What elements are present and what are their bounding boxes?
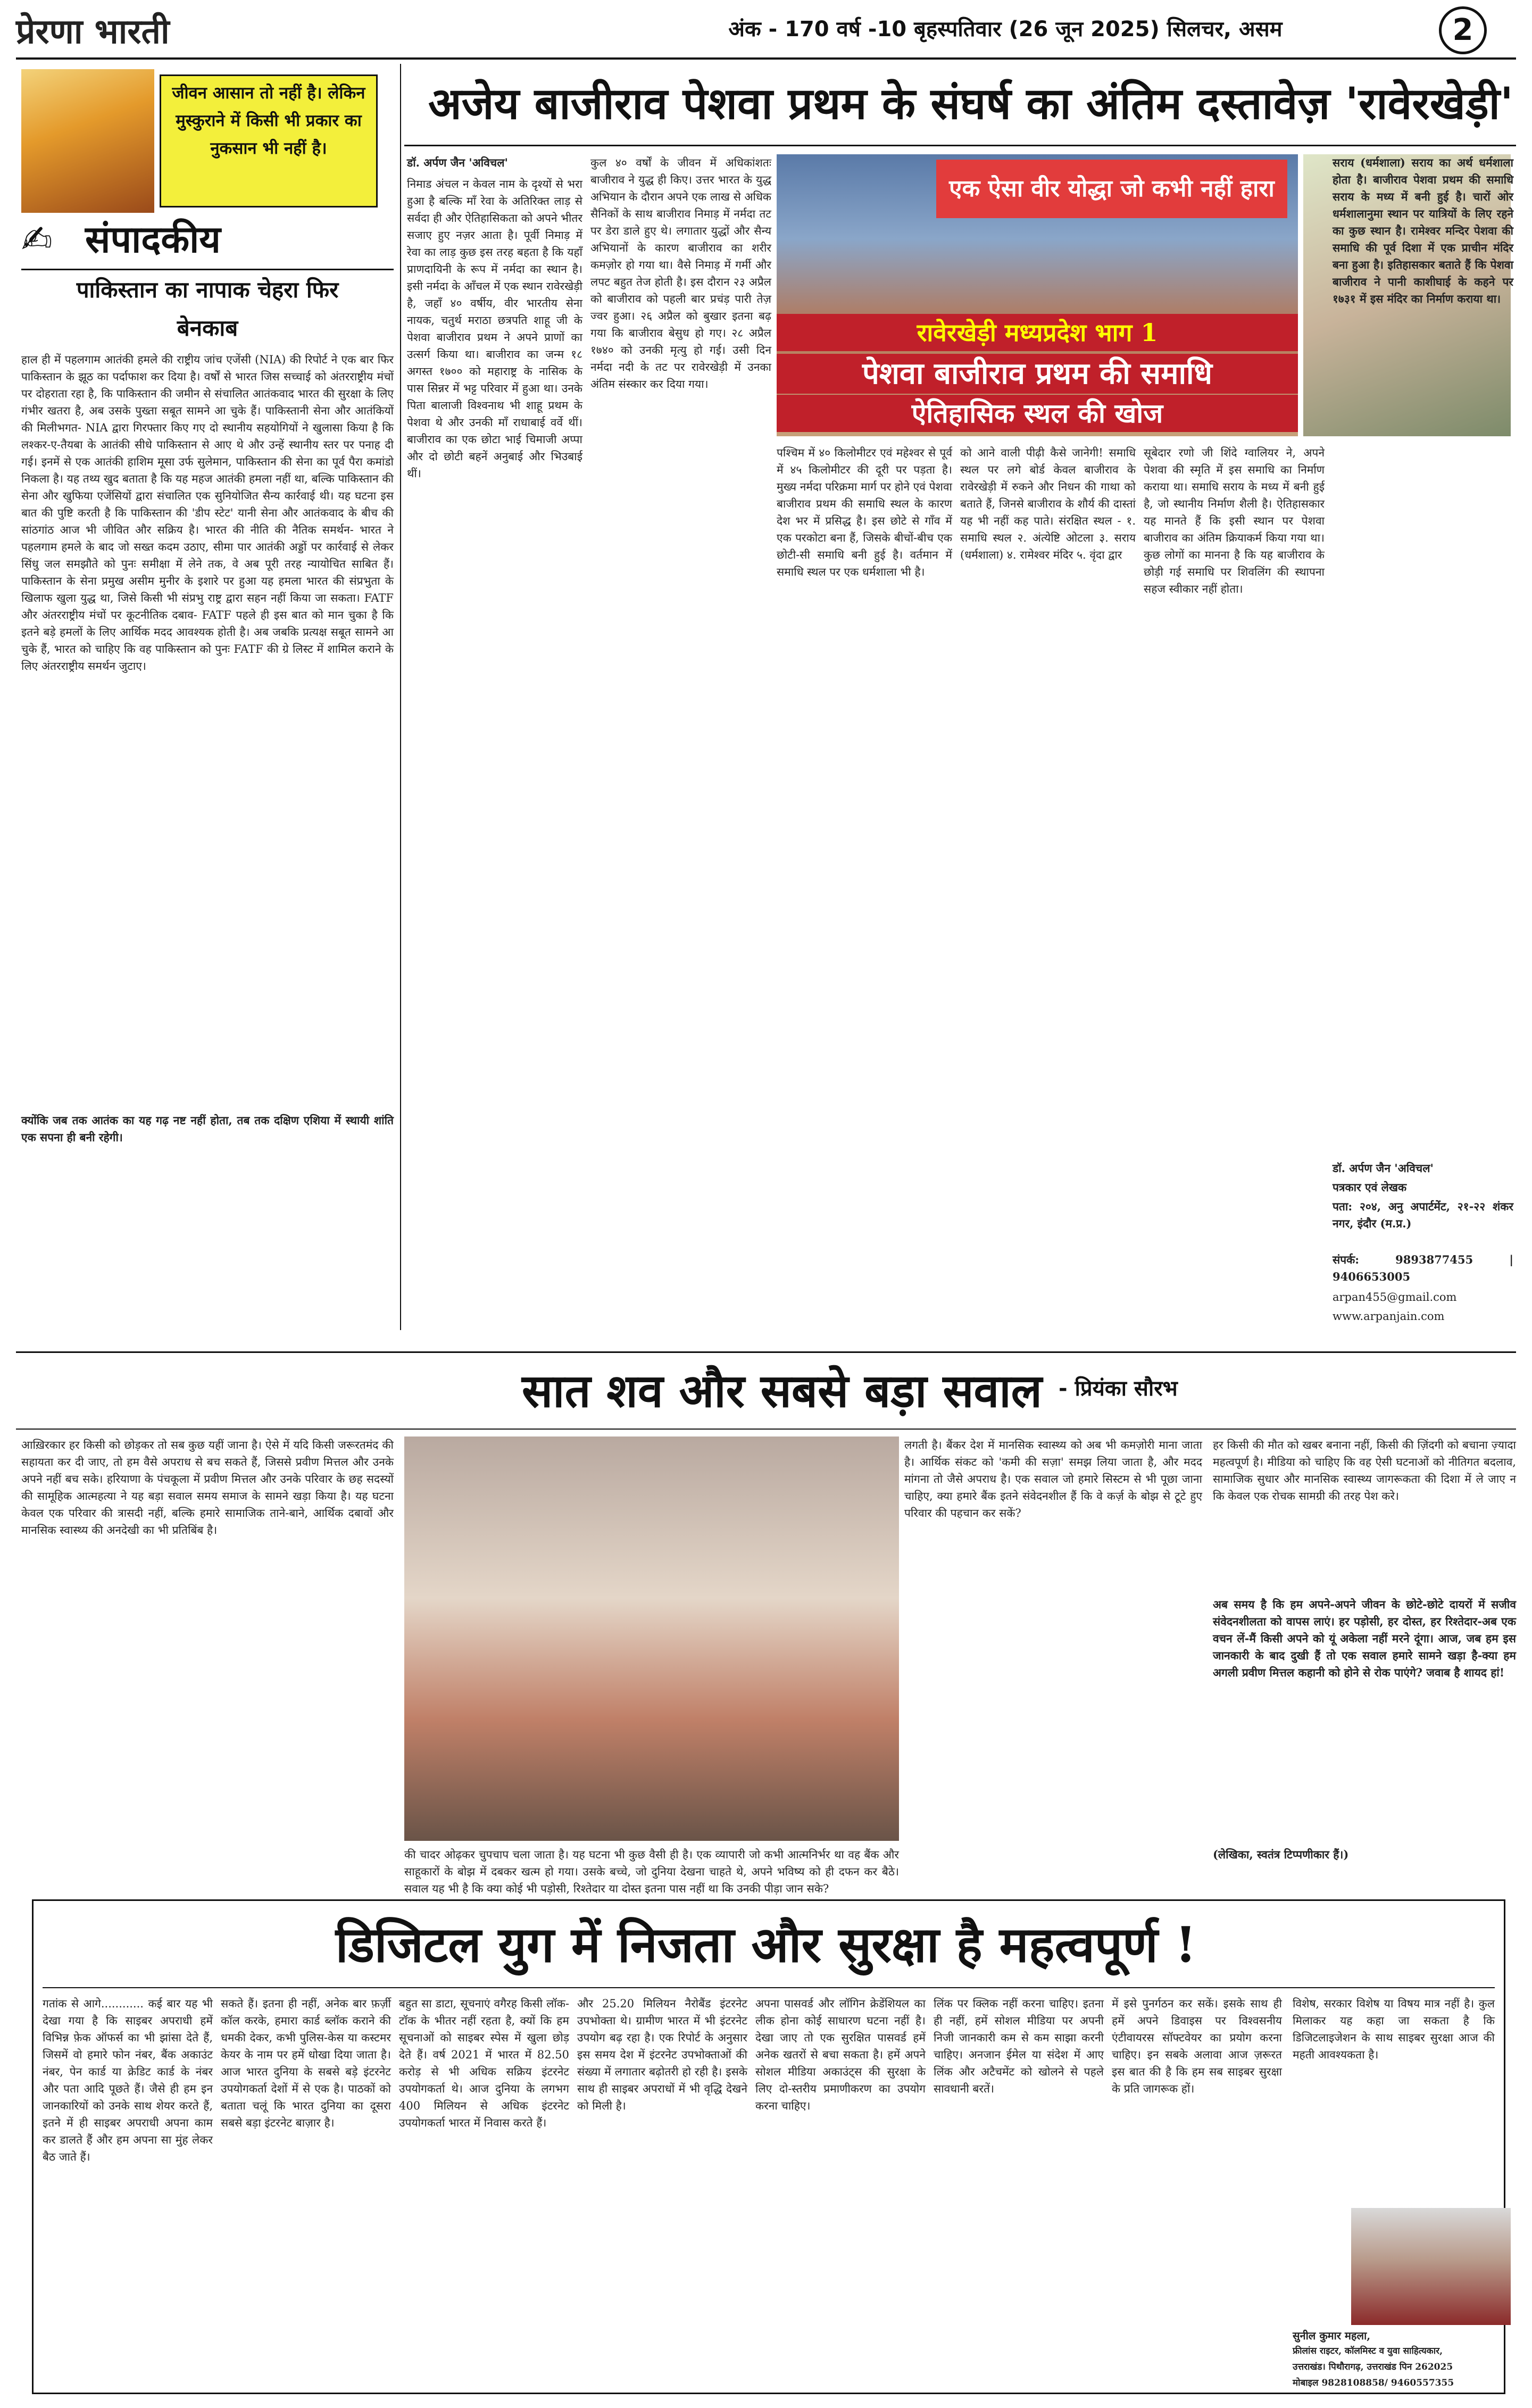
- family-photo: [404, 1437, 899, 1841]
- story1-headline: अजेय बाजीराव पेशवा प्रथम के संघर्ष का अंतिम दस्तावेज़ 'रावेरखेड़ी': [428, 78, 1514, 129]
- quote-box: जीवन आसान तो नहीं है। लेकिन मुस्कुराने में किसी भी प्रकार का नुकसान भी नहीं है।: [160, 74, 378, 207]
- editorial-body: हाल ही में पहलगाम आतंकी हमले की राष्ट्रीय जांच एजेंसी (NIA) की रिपोर्ट ने एक बार फिर पाकिस्तान के झूठ का पर्दाफाश कर दिया है। वर्षों से भारत जिस सच्चाई को अंतरराष्ट्रीय मंचों पर दोहराता रहा है, कि पाकिस्तान की जमीन से संचालित आतंकवाद भारत की सुरक्षा के लिए गंभीर खतरा है, अब उसके पुख्ता सबूत सामने आ चुके हैं। पाकिस्तानी सेना और आतंकियों की मिलीभगत- NIA द्वारा गिरफ्तार किए गए दो स्थानीय सहयोगियों ने खुलासा किया है कि लश्कर-ए-तैयबा के आतंकी सीधे पाकिस्तान से आए थे और उन्हें स्थानीय स्तर पर पनाह दी गई। इनमें से एक आतंकी हाशिम मूसा उर्फ सुलेमान, पाकिस्तान की सेना का पूर्व पैरा कमांडो निकला है। यह तथ्य खुद बताता है कि यह महज आतंकी हमला नहीं था, बल्कि पाकिस्तान की सेना और खुफिया एजेंसियों द्वारा संचालित एक सुनियोजित सैन्य कार्रवाई थी। यह घटना इस बात की पुष्टि करती है कि पाकिस्तान की 'डीप स्टेट' यानी सेना और आतंकवाद के बीच की सांठगांठ आज भी जीवित और सक्रिय है। भारत की नीति की नैतिक समर्थन- भारत ने पहलगाम हमले के बाद जो सख्त कदम उठाए, सीमा पार आतंकी अड्डों पर कार्रवाई से लेकर सिंधु जल समझौते को पुनः समीक्षा में लेने तक, वे अब पूरी तरह न्यायोचित साबित हैं। पाकिस्तान के सेना प्रमुख असीम मुनीर के इशारे पर हुआ यह हमला भारत की संप्रभुता के खिलाफ खुला युद्ध था, जिसे किसी भी संप्रभु राष्ट्र द्वारा सहन नहीं किया जा सकता। FATF और अंतरराष्ट्रीय मंचों पर कूटनीतिक दबाव- FATF पहले ही इस बात को मान चुका है कि इतने बड़े हमलों के लिए आर्थिक मदद आवश्यक होती है। अब जबकि प्रत्यक्ष सबूत सामने आ चुके हैं, भारत को चाहिए कि वह पाकिस्तान को पुनः FATF की ग्रे लिस्ट में शामिल कराने के लिए अंतरराष्ट्रीय समर्थन जुटाए।: [21, 353, 394, 672]
- story1-col2: कुल ४० वर्षों के जीवन में अधिकांशतः बाजीराव ने युद्ध ही किए। उत्तर भारत के युद्ध अभियान के दौरान अपने एक लाख से अधिक सैनिकों के साथ बाजीराव निमाड़ में नर्मदा तट पर डेरा डाले हुए थे। लगातार युद्धों और सैन्य अभियानों के कारण बाजीराव का शरीर कमज़ोर हो गया था। वैसे निमाड़ में गर्मी और लपट बहुत तेज होती है। इस दौरान २३ अप्रैल को बाजीराव को पहली बार प्रचंड़ पारी तेज़ ज्वर हुआ। २६ अप्रैल को बुखार इतना बढ़ गया कि बाजीराव बेसुध हो गए। २८ अप्रैल १७४० को उनकी मृत्यु हो गई। उसी दिन नर्मदा नदी के तट पर रावेरखेड़ी में उनका अंतिम संस्कार कर दिया गया।: [590, 156, 771, 391]
- story2-top-rule: [16, 1351, 1516, 1353]
- story2-col1: आख़िरकार हर किसी को छोड़कर तो सब कुछ यहीं जाना है। ऐसे में यदि किसी जरूरतमंद की सहायता कर दी जाए, तो हम वैसे अपराध से बच सकते हैं, जिससे प्रवीण मित्तल और उनके अपने नहीं बच सके। हरियाणा के पंचकूला में प्रवीण मित्तल और उनके परिवार के छह सदस्यों की सामूहिक आत्महत्या ने यह बड़ा सवाल समय समाज के सामने खड़ा किया है। यह घटना केवल एक परिवार की त्रासदी नहीं, बल्कि हमारे सामाजिक ताने-बाने, आर्थिक दबावों और मानसिक स्वास्थ्य की अनदेखी का भी प्रतिबिंब है।: [21, 1439, 394, 1537]
- story3-headline: डिजिटल युग में निजता और सुरक्षा है महत्वपूर्ण !: [335, 1916, 1197, 1973]
- story2-col2: की चादर ओढ़कर चुपचाप चला जाता है। यह घटना भी कुछ वैसी ही है। एक व्यापारी जो कभी आत्मनिर्भर था वह बैंक और साहूकारों के बोझ में दबकर खत्म हो गया। उसके बच्चे, जो दुनिया देखना चाहते थे, अपने भविष्य को ही दफन कर बैठे। सवाल यह भी है कि क्या कोई भी पड़ोसी, रिश्तेदार या दोस्त इतना पास नहीं था कि उनकी पीड़ा जान सके?: [404, 1848, 899, 1895]
- story2-headline-rule: [16, 1429, 1516, 1430]
- story3-col2: सकते हैं। इतना ही नहीं, अनेक बार फ़र्ज़ी कॉल करके, हमारा कार्ड ब्लॉक कराने की धमकी देकर, कभी पुलिस-केस या कस्टमर केयर के नाम पर हमें धोखा दिया जाता है। आज भारत दुनिया के सबसे बड़े इंटरनेट उपयोगकर्ता देशों में से एक है। पाठकों को बताता चलूं कि भारत दुनिया का दूसरा सबसे बड़ा इंटरनेट बाज़ार है।: [221, 1997, 391, 2129]
- story2-byline: - प्रियंका सौरभ: [1059, 1376, 1178, 1401]
- author-name: सुनील कुमार महला,: [1293, 2329, 1371, 2342]
- author-mobile: मोबाइल 9828108858/ 9460557355: [1293, 2378, 1454, 2388]
- bio-name: डॉ. अर्पण जैन 'अविचल': [1333, 1161, 1434, 1175]
- author-place: उत्तराखंड। पिथौरागढ़, उत्तराखंड पिन 262025: [1293, 2362, 1453, 2372]
- bio-web: www.arpanjain.com: [1333, 1310, 1445, 1323]
- story3-col7: में इसे पुनर्गठन कर सकें। इसके साथ ही हमें अपने डिवाइस पर विश्वसनीय एंटीवायरस सॉफ्टवेयर का प्रयोग करना चाहिए। इन सबके अलावा आज ज़रूरत इस बात की है कि हम सब साइबर सुरक्षा के प्रति जागरूक हों।: [1112, 1997, 1282, 2095]
- editorial-conclusion: क्योंकि जब तक आतंक का यह गढ़ नष्ट नहीं होता, तब तक दक्षिण एशिया में स्थायी शांति एक सपना ही बनी रहेगी।: [21, 1114, 394, 1144]
- headline-rule: [404, 145, 1516, 146]
- editorial-title-line1: पाकिस्तान का नापाक चेहरा फिर: [76, 277, 339, 303]
- krishna-image: [21, 69, 154, 213]
- bio-role: पत्रकार एवं लेखक: [1333, 1181, 1407, 1194]
- story1-col3: पश्चिम में ४० किलोमीटर एवं महेश्वर से पूर्व में ४५ किलोमीटर की दूरी पर पड़ता है। मुख्य नर्मदा परिक्रमा मार्ग पर होने एवं पेशवा बाजीराव प्रथम की समाधि स्थल के कारण देश भर में प्रसिद्ध है। इस छोटे से गाँव में एक परकोटा बना हैं, जिसके बीचों-बीच एक छोटी-सी समाधि बनी हुई है। वर्तमान में समाधि स्थल पर एक धर्मशाला भी है।: [777, 446, 952, 578]
- masthead-rule: [16, 57, 1516, 60]
- pen-icon: ✍: [21, 218, 53, 261]
- story1-col5: सूबेदार रणो जी शिंदे ग्वालियर ने, अपने पेशवा की स्मृति में इस समाधि का निर्माण कराया था। समाधि सराय के मध्य में बनी हुई है, जो स्थानीय निर्माण शैली है। ऐतिहासकार यह मानते हैं कि इसी स्थान पर पेशवा बाजीराव का अंतिम क्रियाकर्म किया गया था। कुछ लोगों का मानना है कि यह बाजीराव के छोड़ी गई समाधि पर शिवलिंग की स्थापना सहज स्वीकार नहीं होता।: [1144, 446, 1325, 595]
- story3-col3: बहुत सा डाटा, सूचनाएं वगैरह किसी लॉक-टॉक के भीतर नहीं रहता है, क्यों कि हम सूचनाओं को साइबर स्पेस में खुला छोड़ देते हैं। वर्ष 2021 में भारत में 82.50 करोड़ से भी अधिक सक्रिय इंटरनेट उपयोगकर्ता थे। आज दुनिया के लगभग 400 मिलियन से अधिक इंटरनेट उपयोगकर्ता भारत में निवास करते हैं।: [399, 1997, 569, 2129]
- bio-address: पता: २०४, अनु अपार्टमेंट, २१-२२ शंकर नगर, इंदौर (म.प्र.): [1333, 1200, 1513, 1230]
- photo-caption-3: ऐतिहासिक स्थल की खोज: [777, 395, 1298, 432]
- column-divider: [400, 64, 401, 1330]
- author-role: फ्रीलांस राइटर, कॉलमिस्ट व युवा साहित्यकार,: [1293, 2346, 1443, 2356]
- story2-col3: लगती है। बैंकर देश में मानसिक स्वास्थ्य को अब भी कमज़ोरी माना जाता है। आर्थिक संकट को 'कमी की सज़ा' समझ लिया जाता है, और मदद मांगना तो जैसे अपराध है। एक सवाल जो हमारे सिस्टम से भी पूछा जाना चाहिए, क्या हमारे बैंक इतने संवेदनशील हैं कि वे कर्ज़ के बोझ से टूटे हुए परिवार की पहचान कर सकें?: [904, 1439, 1202, 1519]
- dateline: अंक - 170 वर्ष -10 बृहस्पतिवार (26 जून 2025) सिलचर, असम: [728, 17, 1283, 41]
- editorial-rule: [21, 269, 394, 270]
- story3-col6: लिंक पर क्लिक नहीं करना चाहिए। इतना ही नहीं, हमें सोशल मीडिया पर अपनी निजी जानकारी कम से कम साझा करनी चाहिए। अनजान ईमेल या संदेश में आए लिंक और अटैचमेंट को खोलने से पहले सावधानी बरतें।: [934, 1997, 1104, 2095]
- story2-col4: हर किसी की मौत को खबर बनाना नहीं, किसी की ज़िंदगी को बचाना ज़्यादा महत्वपूर्ण है। मीडिया को चाहिए कि वह ऐसी घटनाओं को नीतिगत बदलाव, सामाजिक सुधार और मानसिक स्वास्थ्य जागरूकता की दिशा में ले जाए न कि केवल एक रोचक सामग्री की तरह पेश करे।: [1213, 1439, 1516, 1502]
- story3-col8: विशेष, सरकार विशेष या विषय मात्र नहीं है। कुल मिलाकर यह कहा जा सकता है कि डिजिटलाइजेशन के साथ साइबर सुरक्षा आज की महती आवश्यकता है।: [1293, 1997, 1495, 2061]
- bio-contact: संपर्क: 9893877455 | 9406653005: [1333, 1253, 1513, 1283]
- story1-col4: को आने वाली पीढ़ी कैसे जानेगी! समाधि स्थल पर लगे बोर्ड केवल बाजीराव के रावेरखेड़ी में रुकने और निधन की गाथा को बताते हैं, जिनसे बाजीराव के शौर्य की दास्तां यह भी नहीं कह पाते। संरक्षित स्थल - १. समाधि स्थल २. अंत्येष्टि ओटला ३. सराय (धर्मशाला) ४. रामेश्वर मंदिर ५. वृंदा द्वार: [960, 446, 1136, 561]
- photo-banner: एक ऐसा वीर योद्धा जो कभी नहीं हारा: [936, 160, 1287, 218]
- story2-conclusion: अब समय है कि हम अपने-अपने जीवन के छोटे-छोटे दायरों में सजीव संवेदनशीलता को वापस लाएं। हर पड़ोसी, हर दोस्त, हर रिश्तेदार-अब एक वचन लें-मैं किसी अपने को यूं अकेला नहीं मरने दूंगा। आज, जब हम इस जानकारी के बाद दुखी हैं तो एक सवाल हमारे सामने खड़ा है-क्या हम अगली प्रवीण मित्तल कहानी को होने से रोक पाएंगे? जवाब है शायद हां!: [1213, 1598, 1516, 1679]
- story3-headline-rule: [43, 1987, 1495, 1988]
- bio-email: arpan455@gmail.com: [1333, 1291, 1457, 1303]
- author-photo: [1351, 2208, 1511, 2325]
- editorial-title-line2: बेनकाब: [177, 315, 238, 341]
- story1-author: डॉ. अर्पण जैन 'अविचल': [407, 156, 508, 169]
- masthead-title: प्रेरणा भारती: [16, 12, 170, 52]
- photo-caption-1: रावेरखेड़ी मध्यप्रदेश भाग 1: [777, 314, 1298, 351]
- story1-col6: सराय (धर्मशाला) सराय का अर्थ धर्मशाला होता है। बाजीराव पेशवा प्रथम की समाधि सराय के मध्य में बनी हुई है। चारों ओर धर्मशालानुमा स्थान पर यात्रियों के लिए रहने का कुछ स्थान है। रामेश्वर मन्दिर पेशवा की समाधि की पूर्व दिशा में एक प्राचीन मंदिर बना हुआ है। इतिहासकार बताते हैं कि पेशवा बाजीराव ने पानी काशीघाई के कहने पर १७३१ में इस मंदिर का निर्माण कराया था।: [1333, 156, 1513, 305]
- photo-caption-2: पेशवा बाजीराव प्रथम की समाधि: [777, 354, 1298, 394]
- story2-note: (लेखिका, स्वतंत्र टिप्पणीकार हैं।): [1213, 1848, 1349, 1861]
- story3-col4: और 25.20 मिलियन नैरोबैंड इंटरनेट उपभोक्ता थे। ग्रामीण भारत में भी इंटरनेट उपयोग बढ़ रहा है। एक रिपोर्ट के अनुसार इस समय देश में इंटरनेट उपभोक्ताओं की संख्या में लगातार बढ़ोतरी हो रही है। इसके साथ ही साइबर अपराधों में भी वृद्धि देखने को मिली है।: [577, 1997, 747, 2112]
- story3-col1: गतांक से आगे............ कई बार यह भी देखा गया है कि साइबर अपराधी हमें विभिन्न फ़ेक ऑफर्स का भी झांसा देते हैं, जिसमें वो हमारे फोन नंबर, बैंक अकाउंट नंबर, पेन कार्ड या क्रेडिट कार्ड के नंबर और पता आदि पूछते हैं। जैसे ही हम इन जानकारियों को उनके साथ शेयर करते हैं, इतने में ही साइबर अपराधी अपना काम कर डालते हैं और हम अपना सा मुंह लेकर बैठ जाते हैं।: [43, 1997, 213, 2163]
- story2-headline: सात शव और सबसे बड़ा सवाल: [522, 1364, 1042, 1418]
- page-number: 2: [1439, 6, 1487, 54]
- story1-col1: निमाड अंचल न केवल नाम के दृश्यों से भरा हुआ है बल्कि माँ रेवा के अतिरिक्त लाड़ से सर्वदा ही और ऐतिहासिकता को अपने भीतर सजाए हुए नज़र आता है। पूर्वी निमाड़ में रेवा का लाड़ कुछ इस तरह बहता है कि यहाँ प्राणदायिनी के रूप में नर्मदा का स्थान है। इसी नर्मदा के आँचल में एक स्थान रावेरखेड़ी है, जहाँ ४० वर्षीय, वीर भारतीय सेना नायक, चतुर्थ मराठा छत्रपति शाहू जी के पेशवा बाजीराव प्रथम ने अपने प्राणों का उत्सर्ग किया था। बाजीराव का जन्म १८ अगस्त १७०० को महाराष्ट्र के नासिक के पास सिन्नर में भट्ट परिवार में हुआ था। उनके पिता बालाजी विश्वनाथ भी शाहू प्रथम के पेशवा थे और उनकी माँ राधाबाई वर्वे थीं। बाजीराव का एक छोटा भाई चिमाजी अप्पा और दो छोटी बहनें अनुबाई और भिउबाई थीं।: [407, 178, 582, 480]
- samadhi-photo: [777, 154, 1298, 436]
- editorial-section-title: संपादकीय: [85, 217, 221, 261]
- story3-col5: अपना पासवर्ड और लॉगिन क्रेडेंशियल का लीक होना कोई साधारण घटना नहीं है। देखा जाए तो एक सुरक्षित पासवर्ड हमें अनेक खतरों से बचा सकता है। हमें अपने सोशल मीडिया अकाउंट्स की सुरक्षा के लिए दो-स्तरीय प्रमाणीकरण का उपयोग करना चाहिए।: [755, 1997, 926, 2112]
